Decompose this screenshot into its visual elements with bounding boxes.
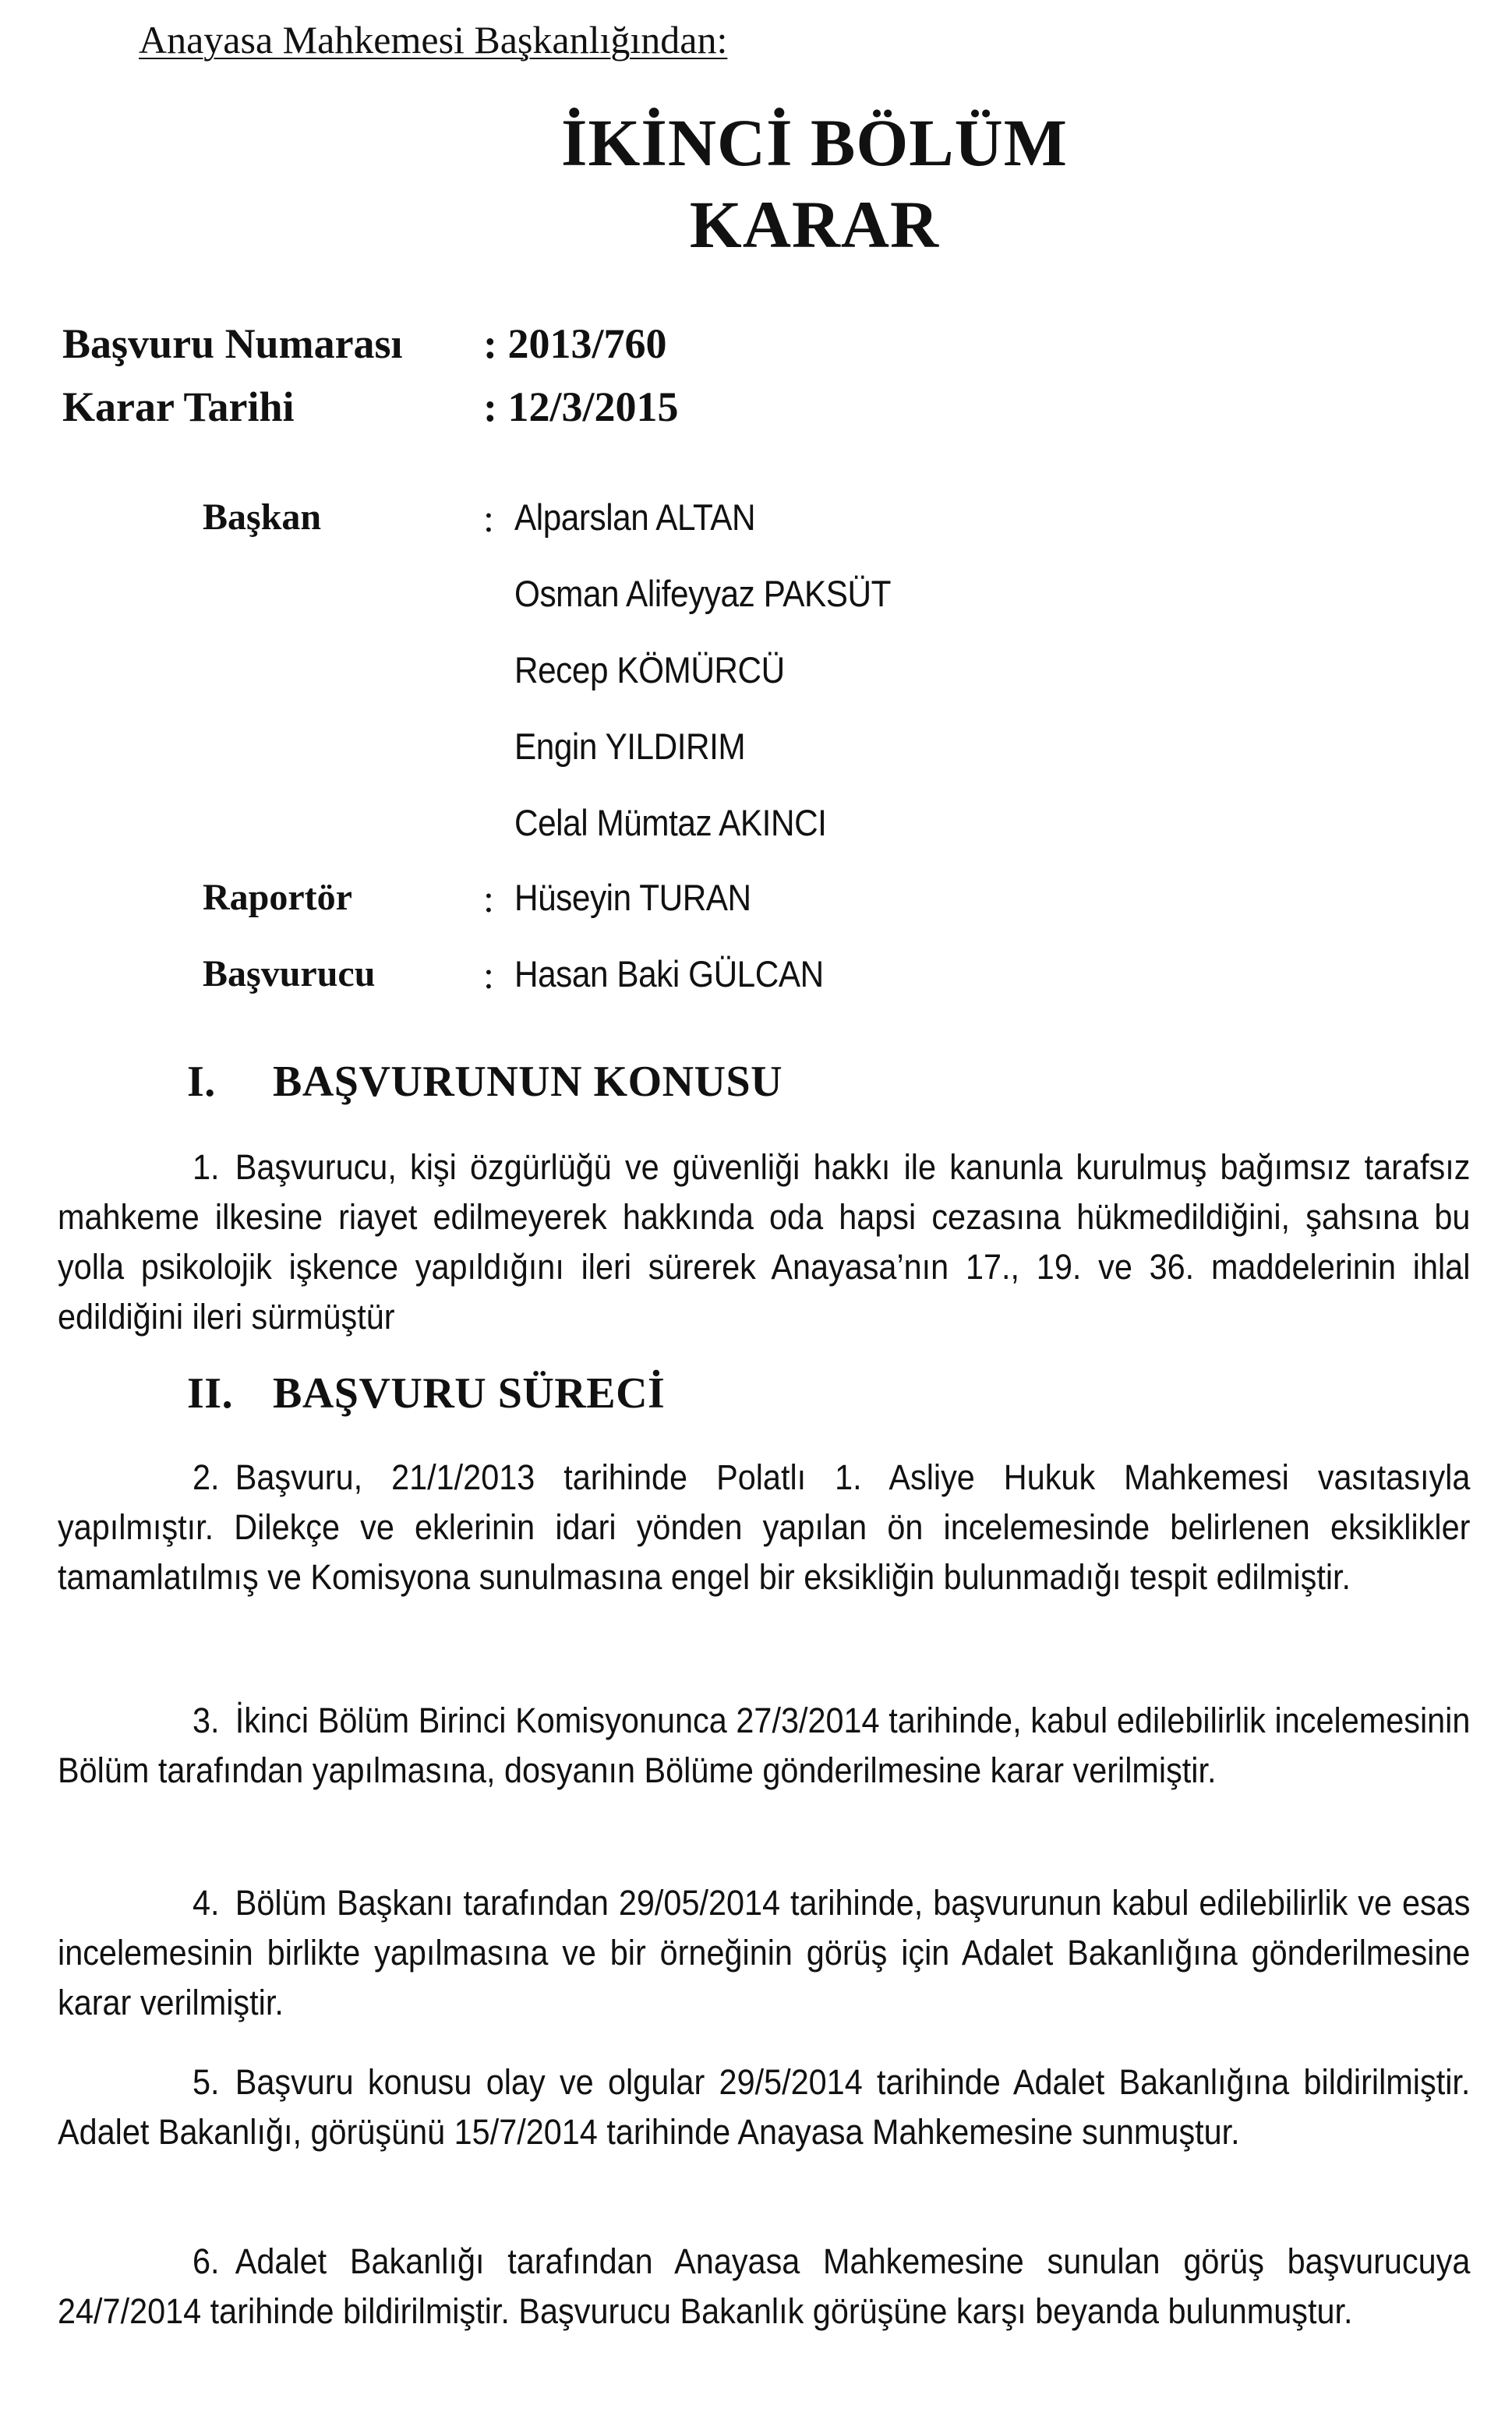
rapporteur-colon: :: [483, 877, 494, 920]
section-number: II.: [187, 1369, 234, 1418]
paragraph-number: 4.: [192, 1883, 220, 1923]
paragraph-text: İkinci Bölüm Birinci Komisyonunca 27/3/2014 tarihinde, kabul edilebilirlik incelemesinin Bölüm tarafından yapılmasına, dosyanın Bölüme gönderilmesine karar verilmiştir.: [58, 1701, 1471, 1790]
section-number: I.: [187, 1058, 216, 1106]
president-label: Başkan: [203, 496, 322, 538]
paragraph-text: Adalet Bakanlığı tarafından Anayasa Mahkemesine sunulan görüş başvurucuya 24/7/2014 tarihinde bildirilmiştir. Başvurucu Bakanlık görüşüne karşı beyanda bulunmuştur.: [58, 2241, 1471, 2331]
decision-date-row: [62, 383, 679, 430]
paragraph-number: 2.: [192, 1457, 220, 1497]
applicant-name: Hasan Baki GÜLCAN: [514, 953, 824, 994]
decision-date-value: : 12/3/2015: [483, 383, 679, 430]
paragraph-number: 6.: [192, 2241, 220, 2281]
paragraph-number: 3.: [192, 1701, 220, 1740]
president-name: Alparslan ALTAN: [514, 496, 756, 538]
paragraph-text: Başvuru, 21/1/2013 tarihinde Polatlı 1. Asliye Hukuk Mahkemesi vasıtasıyla yapılmıştır. Dilekçe ve eklerinin idari yönden yapılan ön incelemesinde belirlenen eksiklikler tamamlatılmış ve Komisyona sunulmasına engel bir eksikliğin bulunmadığı tespit edilmiştir.: [58, 1457, 1471, 1597]
member-name: Engin YILDIRIM: [514, 726, 746, 767]
paragraph-text: Başvuru konusu olay ve olgular 29/5/2014 tarihinde Adalet Bakanlığına bildirilmiştir. Adalet Bakanlığı, görüşünü 15/7/2014 tarihinde Anayasa Mahkemesine sunmuştur.: [58, 2062, 1471, 2152]
paragraph: [58, 2237, 1470, 2336]
paragraph: [58, 1453, 1470, 1602]
section-title: BAŞVURU SÜRECİ: [273, 1369, 666, 1418]
section-heading: [187, 1060, 782, 1104]
paragraph: [58, 1878, 1470, 2028]
application-number-label: Başvuru Numarası: [62, 320, 403, 367]
chamber-title: İKİNCİ BÖLÜM: [561, 105, 1068, 180]
member-name: Recep KÖMÜRCÜ: [514, 649, 785, 691]
decision-date-label: Karar Tarihi: [62, 383, 295, 430]
document-source-header: Anayasa Mahkemesi Başkanlığından:: [139, 18, 728, 62]
paragraph-text: Başvurucu, kişi özgürlüğü ve güvenliği hakkı ile kanunla kurulmuş bağımsız tarafsız mahkeme ilkesine riayet edilmeyerek hakkında oda hapsi cezasına hükmedildiğini, şahsına bu yolla psikolojik işkence yapıldığını ileri sürerek Anayasa’nın 17., 19. ve 36. maddelerinin ihlal edildiğini ileri sürmüştür: [58, 1147, 1471, 1337]
application-number-value: : 2013/760: [483, 320, 667, 367]
member-name: Celal Mümtaz AKINCI: [514, 802, 827, 843]
application-number-row: [62, 320, 667, 367]
section-title: BAŞVURUNUN KONUSU: [273, 1058, 783, 1106]
section-heading: [187, 1369, 666, 1418]
decision-title: KARAR: [689, 187, 940, 262]
paragraph-text: Bölüm Başkanı tarafından 29/05/2014 tarihinde, başvurunun kabul edilebilirlik ve esas incelemesinin birlikte yapılmasına ve bir örneğinin görüş için Adalet Bakanlığına gönderilmesine karar verilmiştir.: [58, 1883, 1471, 2022]
applicant-label: Başvurucu: [203, 953, 376, 994]
paragraph: [58, 1696, 1470, 1796]
president-colon: :: [483, 496, 494, 540]
rapporteur-label: Raportör: [203, 877, 352, 918]
paragraph-number: 1.: [192, 1147, 220, 1187]
applicant-colon: :: [483, 953, 494, 997]
paragraph: [58, 1143, 1470, 1342]
paragraph-number: 5.: [192, 2062, 220, 2102]
member-name: Osman Alifeyyaz PAKSÜT: [514, 573, 891, 614]
rapporteur-name: Hüseyin TURAN: [514, 877, 751, 918]
paragraph: [58, 2057, 1470, 2157]
